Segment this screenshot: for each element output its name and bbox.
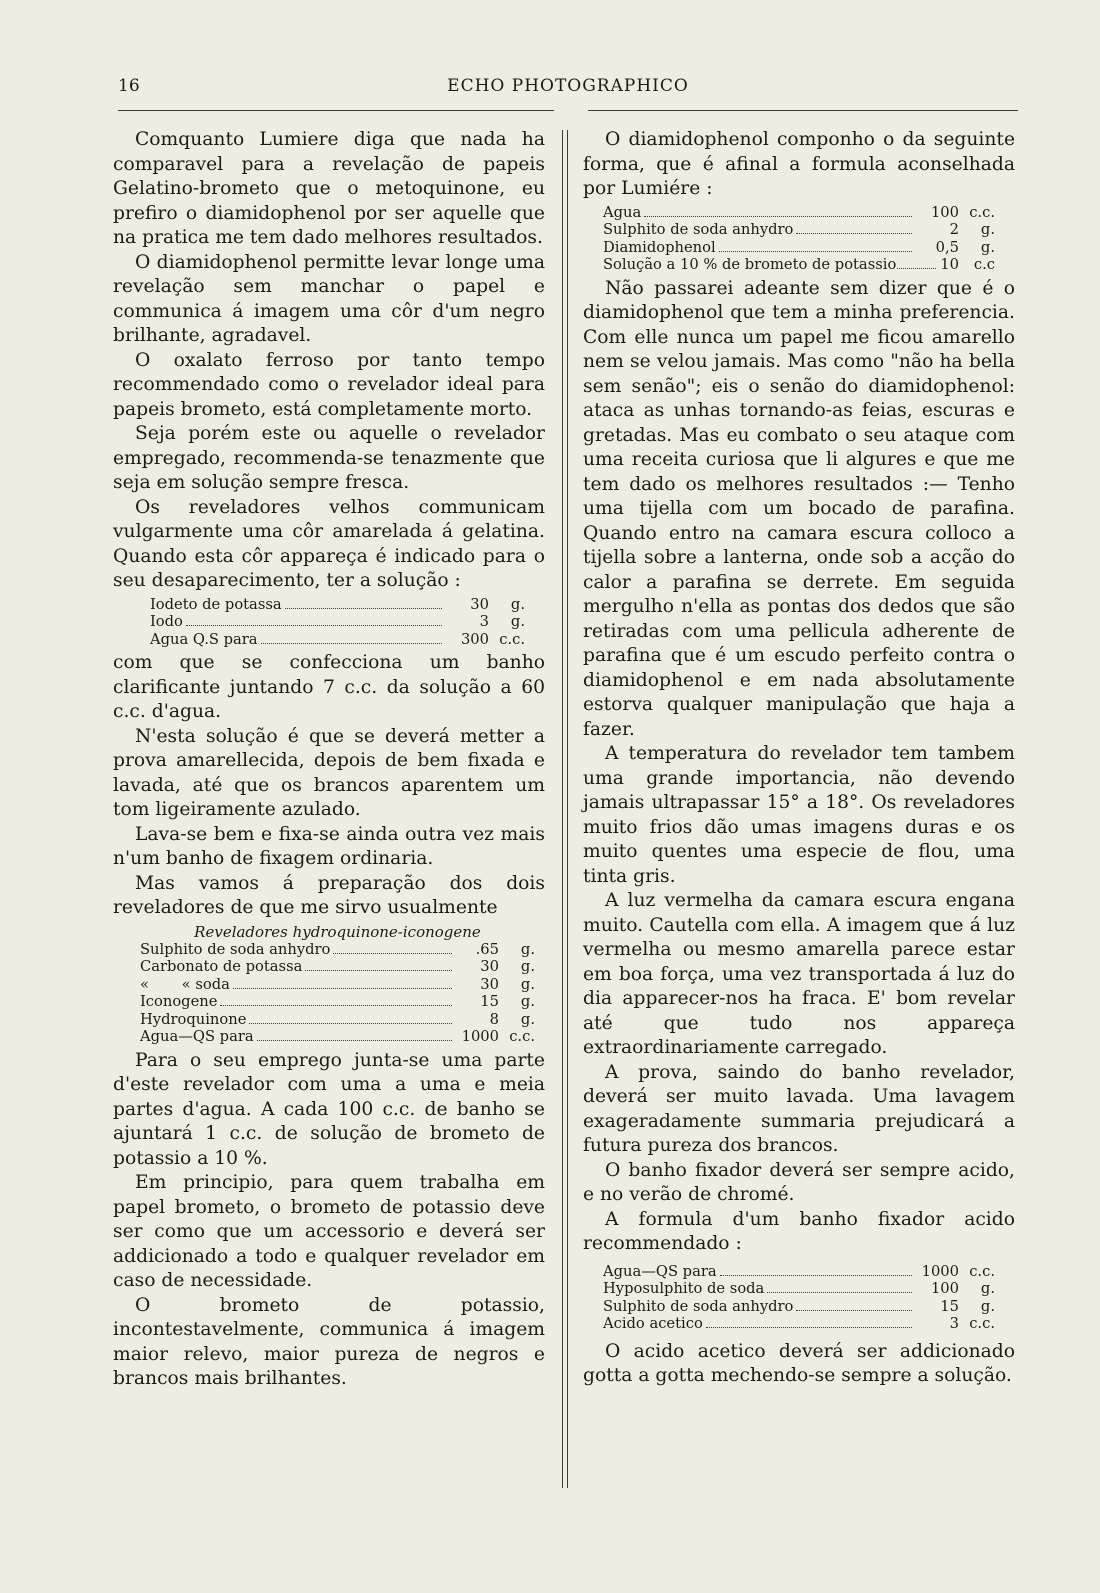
header-rule-left	[118, 110, 554, 111]
paragraph: A prova, saindo do banho revelador, deverá ser muito lavada. Uma lavagem exageradamente summaria prejudicará a futura pureza dos brancos.	[583, 1061, 1015, 1156]
paragraph: Mas vamos á preparação dos dois reveladores de que me sirvo usualmente	[113, 872, 545, 918]
ingredient-unit: g.	[980, 221, 995, 238]
ingredient-qty: 1000	[921, 1262, 959, 1280]
recipe-row	[150, 613, 525, 631]
paragraph: N'esta solução é que se deverá metter a prova amarellecida, depois de bem fixada e lavada, até que os brancos aparentem um tom ligeiramente azulado.	[113, 725, 545, 820]
ingredient-name: Agua—QS para	[603, 1262, 717, 1280]
recipe-row	[140, 976, 535, 994]
ingredient-name: Sulphito de soda anhydro	[603, 1297, 794, 1315]
ingredient-name: Hydroquinone	[140, 1010, 247, 1028]
recipe-row	[603, 221, 995, 239]
ingredient-qty: 3	[479, 613, 489, 630]
column-divider	[562, 130, 568, 1488]
paragraph: A temperatura do revelador tem tambem uma grande importancia, não devendo jamais ultrapassar 15° a 18°. Os reveladores muito frios dão umas imagens duras e os muito quentes uma especie de flou, uma tinta gris.	[583, 743, 1015, 887]
paragraph: O banho fixador deverá ser sempre acido, e no verão de chromé.	[583, 1159, 1015, 1205]
ingredient-name: Iodeto de potassa	[150, 595, 282, 613]
recipe-clarifying-bath	[150, 596, 525, 649]
recipe-title: Reveladores hydroquinone-iconogene	[194, 922, 481, 941]
left-column	[113, 128, 545, 1392]
paragraph: O diamidophenol componho o da seguinte forma, que é afinal a formula aconselhada por Lumiére :	[583, 129, 1015, 199]
ingredient-qty: 8	[489, 1010, 499, 1028]
paragraph: A formula d'um banho fixador acido recommendado :	[583, 1208, 1015, 1254]
recipe-row	[150, 596, 525, 614]
recipe-row	[603, 1315, 995, 1333]
recipe-row	[603, 1280, 995, 1298]
ingredient-name: Sulphito de soda anhydro	[140, 940, 331, 958]
ingredient-name: « « soda	[140, 975, 230, 993]
ingredient-name: Carbonato de potassa	[140, 958, 303, 975]
ingredient-unit: c.c.	[969, 1315, 995, 1332]
ingredient-unit: g.	[980, 1280, 995, 1297]
ingredient-name: Iodo	[150, 613, 183, 630]
ingredient-unit: c.c.	[969, 203, 995, 221]
ingredient-unit: g.	[980, 1297, 995, 1315]
ingredient-name: Iconogene	[140, 993, 218, 1010]
recipe-row	[140, 941, 535, 959]
recipe-row	[140, 993, 535, 1011]
ingredient-unit: g.	[520, 993, 535, 1010]
ingredient-name: Sulphito de soda anhydro	[603, 221, 794, 238]
right-column	[583, 128, 1015, 1389]
recipe-developer	[140, 923, 535, 1046]
ingredient-qty: 30	[480, 958, 499, 975]
ingredient-qty: 30	[470, 595, 489, 613]
ingredient-name: Diamidophenol	[603, 238, 716, 256]
paragraph: Não passarei adeante sem dizer que é o diamidophenol que tem a minha preferencia. Com elle nunca um papel me ficou amarello nem se velou jamais. Mas como "não ha bella sem senão"; eis o senão do diamidophenol: ataca as unhas tornando-as feias, escuras e gretadas. Mas eu combato o seu ataque com uma receita curiosa que li algures e que me tem dado os melhores resultados :— Tenho uma tijella com um bocado de parafina. Quando entro na camara escura colloco a tijella sobre a lanterna, onde sob a acção do calor a parafina se derrete. Em seguida mergulho n'ella as pontas dos dedos que são retiradas com uma pellicula adherente de parafina que é um escudo perfeito contra o diamidophenol e em nada absolutamente estorva qualquer manipulação que haja a fazer.	[583, 277, 1015, 740]
paragraph: Para o seu emprego junta-se uma parte d'este revelador com uma a uma e meia partes d'agua. A cada 100 c.c. de banho se ajuntará 1 c.c. de solução de brometo de potassio a 10 %.	[113, 1049, 545, 1169]
ingredient-name: Agua—QS para	[140, 1028, 254, 1045]
ingredient-qty: .65	[475, 940, 499, 958]
recipe-row	[603, 1263, 995, 1281]
ingredient-qty: 300	[460, 630, 489, 648]
paragraph: Comquanto Lumiere diga que nada ha comparavel para a revelação de papeis Gelatino-brometo que o metoquinone, eu prefiro o diamidophenol por ser aquelle que na pratica me tem dado melhores resultados.	[113, 129, 545, 248]
ingredient-name: Agua	[603, 203, 642, 221]
ingredient-unit: g.	[520, 975, 535, 993]
header-rule-right	[588, 110, 1018, 111]
ingredient-qty: 0,5	[935, 238, 959, 256]
ingredient-unit: c.c.	[499, 630, 525, 648]
ingredient-unit: g.	[980, 238, 995, 256]
recipe-row	[140, 958, 535, 976]
ingredient-unit: c.c.	[509, 1028, 535, 1045]
ingredient-qty: 30	[480, 975, 499, 993]
paragraph: O brometo de potassio, incontestavelmente, communica á imagem maior relevo, maior pureza de negros e brancos mais brilhantes.	[113, 1294, 545, 1389]
ingredient-name: Solução a 10 % de brometo de potassio	[603, 256, 897, 273]
recipe-row	[603, 1298, 995, 1316]
paragraph: O acido acetico deverá ser addicionado gotta a gotta mechendo-se sempre a solução.	[583, 1340, 1015, 1386]
ingredient-unit: g.	[520, 958, 535, 975]
paragraph: A luz vermelha da camara escura engana muito. Cautella com ella. A imagem que á luz vermelha ou mesmo amarella parece estar em boa força, uma vez transportada á luz do dia apparecer-nos ha fraca. E' bom revelar até que tudo nos appareça extraordinariamente carregado.	[583, 890, 1015, 1058]
ingredient-qty: 15	[940, 1297, 959, 1315]
running-title: ECHO PHOTOGRAPHICO	[447, 76, 689, 96]
ingredient-unit: c.c	[973, 256, 995, 273]
ingredient-name: Hyposulphito de soda	[603, 1280, 765, 1297]
ingredient-qty: 100	[930, 1280, 959, 1297]
recipe-row	[603, 239, 995, 257]
recipe-diamidophenol	[603, 204, 995, 274]
paragraph: Os reveladores velhos communicam vulgarmente uma côr amarelada á gelatina. Quando esta côr appareça é indicado para o seu desaparecimento, ter a solução :	[113, 496, 545, 591]
ingredient-qty: 2	[949, 221, 959, 238]
paragraph: Seja porém este ou aquelle o revelador empregado, recommenda-se tenazmente que seja em solução sempre fresca.	[113, 423, 545, 493]
ingredient-qty: 3	[949, 1315, 959, 1332]
ingredient-unit: g.	[510, 613, 525, 630]
paragraph: O oxalato ferroso por tanto tempo recommendado como o revelador ideal para papeis brometo, está completamente morto.	[113, 349, 545, 420]
paragraph: com que se confecciona um banho clarificante juntando 7 c.c. da solução a 60 c.c. d'agua.	[113, 652, 545, 722]
paragraph: Lava-se bem e fixa-se ainda outra vez mais n'um banho de fixagem ordinaria.	[113, 823, 545, 869]
ingredient-qty: 100	[930, 203, 959, 221]
page-number: 16	[118, 76, 140, 96]
ingredient-name: Agua Q.S para	[150, 630, 258, 648]
ingredient-unit: g.	[520, 1010, 535, 1028]
ingredient-unit: g.	[510, 595, 525, 613]
recipe-fixing-bath	[603, 1263, 995, 1333]
ingredient-qty: 10	[940, 256, 959, 273]
recipe-row	[603, 204, 995, 222]
page-header	[118, 76, 1018, 100]
ingredient-unit: c.c.	[969, 1262, 995, 1280]
ingredient-unit: g.	[520, 940, 535, 958]
ingredient-name: Acido acetico	[603, 1315, 703, 1332]
paragraph: Em principio, para quem trabalha em papel brometo, o brometo de potassio deve ser como que um accessorio e deverá ser addicionado a todo e qualquer revelador em caso de necessidade.	[113, 1172, 545, 1291]
ingredient-qty: 15	[480, 993, 499, 1010]
ingredient-qty: 1000	[461, 1028, 499, 1045]
recipe-row	[603, 256, 995, 274]
recipe-row	[140, 1028, 535, 1046]
recipe-row	[150, 631, 525, 649]
paragraph: O diamidophenol permitte levar longe uma revelação sem manchar o papel e communica á imagem uma côr d'um negro brilhante, agradavel.	[113, 251, 545, 346]
recipe-row	[140, 1011, 535, 1029]
